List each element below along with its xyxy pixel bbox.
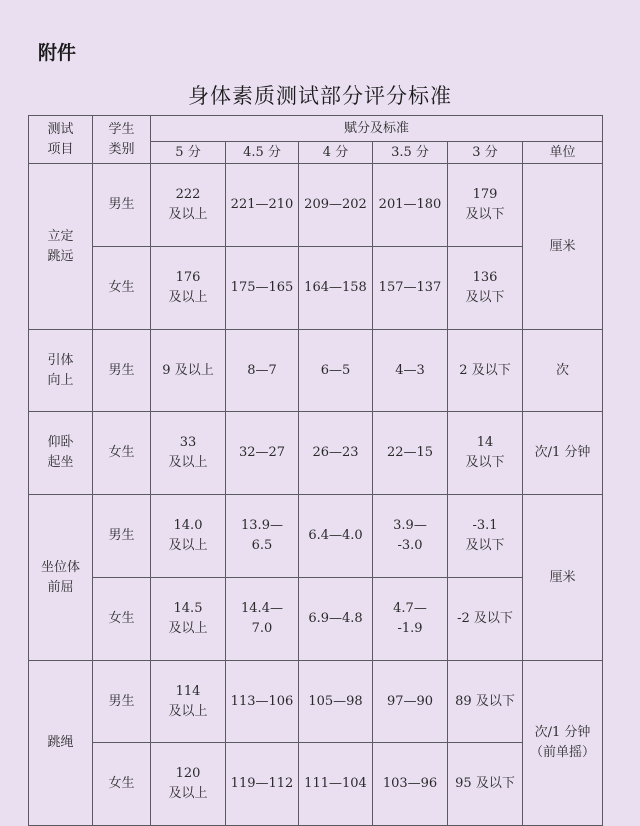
score-cell: 14.4— 7.0 bbox=[226, 578, 299, 661]
student-type-cell: 男生 bbox=[93, 164, 151, 247]
score-cell: 14 及以下 bbox=[448, 412, 523, 495]
score-cell: 14.0 及以上 bbox=[151, 495, 226, 578]
score-cell: 201—180 bbox=[373, 164, 448, 247]
score-cell: 103—96 bbox=[373, 743, 448, 826]
score-cell: 2 及以下 bbox=[448, 330, 523, 412]
page-title: 身体素质测试部分评分标准 bbox=[188, 84, 452, 108]
unit-cell: 厘米 bbox=[523, 164, 603, 330]
score-cell: 221—210 bbox=[226, 164, 299, 247]
score-cell: 176 及以上 bbox=[151, 247, 226, 330]
score-cell: 32—27 bbox=[226, 412, 299, 495]
score-cell: 9 及以上 bbox=[151, 330, 226, 412]
score-cell: 114 及以上 bbox=[151, 661, 226, 743]
unit-cell: 次 bbox=[523, 330, 603, 412]
item-situp: 仰卧 起坐 bbox=[29, 412, 93, 495]
student-type-cell: 女生 bbox=[93, 247, 151, 330]
score-cell: -2 及以下 bbox=[448, 578, 523, 661]
header-grade: 4.5 分 bbox=[226, 142, 299, 164]
header-unit: 单位 bbox=[523, 142, 603, 164]
score-cell: 6—5 bbox=[299, 330, 373, 412]
score-cell: -3.1 及以下 bbox=[448, 495, 523, 578]
score-cell: 26—23 bbox=[299, 412, 373, 495]
score-cell: 13.9— 6.5 bbox=[226, 495, 299, 578]
header-score-standard: 赋分及标准 bbox=[151, 116, 603, 142]
scoring-table bbox=[28, 115, 603, 826]
score-cell: 33 及以上 bbox=[151, 412, 226, 495]
header-grade: 5 分 bbox=[151, 142, 226, 164]
score-cell: 89 及以下 bbox=[448, 661, 523, 743]
header-grade: 3 分 bbox=[448, 142, 523, 164]
score-cell: 120 及以上 bbox=[151, 743, 226, 826]
score-cell: 105—98 bbox=[299, 661, 373, 743]
student-type-cell: 女生 bbox=[93, 743, 151, 826]
student-type-cell: 男生 bbox=[93, 661, 151, 743]
header-grade: 3.5 分 bbox=[373, 142, 448, 164]
item-rope-skipping: 跳绳 bbox=[29, 661, 93, 826]
student-type-cell: 女生 bbox=[93, 412, 151, 495]
unit-cell: 次/1 分钟 （前单摇） bbox=[523, 661, 603, 826]
score-cell: 222 及以上 bbox=[151, 164, 226, 247]
attachment-heading: 附件 bbox=[38, 42, 77, 64]
score-cell: 97—90 bbox=[373, 661, 448, 743]
item-pullup: 引体 向上 bbox=[29, 330, 93, 412]
score-cell: 6.4—4.0 bbox=[299, 495, 373, 578]
score-cell: 3.9— -3.0 bbox=[373, 495, 448, 578]
score-cell: 179 及以下 bbox=[448, 164, 523, 247]
item-long-jump: 立定 跳远 bbox=[29, 164, 93, 330]
score-cell: 111—104 bbox=[299, 743, 373, 826]
unit-cell: 厘米 bbox=[523, 495, 603, 661]
score-cell: 4.7— -1.9 bbox=[373, 578, 448, 661]
score-cell: 22—15 bbox=[373, 412, 448, 495]
student-type-cell: 男生 bbox=[93, 330, 151, 412]
score-cell: 8—7 bbox=[226, 330, 299, 412]
score-cell: 119—112 bbox=[226, 743, 299, 826]
score-cell: 157—137 bbox=[373, 247, 448, 330]
header-student-type: 学生 类别 bbox=[93, 116, 151, 164]
score-cell: 6.9—4.8 bbox=[299, 578, 373, 661]
header-test-item: 测试 项目 bbox=[29, 116, 93, 164]
student-type-cell: 男生 bbox=[93, 495, 151, 578]
score-cell: 136 及以下 bbox=[448, 247, 523, 330]
unit-cell: 次/1 分钟 bbox=[523, 412, 603, 495]
score-cell: 113—106 bbox=[226, 661, 299, 743]
header-grade: 4 分 bbox=[299, 142, 373, 164]
score-cell: 175—165 bbox=[226, 247, 299, 330]
score-cell: 4—3 bbox=[373, 330, 448, 412]
score-cell: 209—202 bbox=[299, 164, 373, 247]
item-sit-reach: 坐位体 前屈 bbox=[29, 495, 93, 661]
student-type-cell: 女生 bbox=[93, 578, 151, 661]
score-cell: 14.5 及以上 bbox=[151, 578, 226, 661]
score-cell: 95 及以下 bbox=[448, 743, 523, 826]
score-cell: 164—158 bbox=[299, 247, 373, 330]
